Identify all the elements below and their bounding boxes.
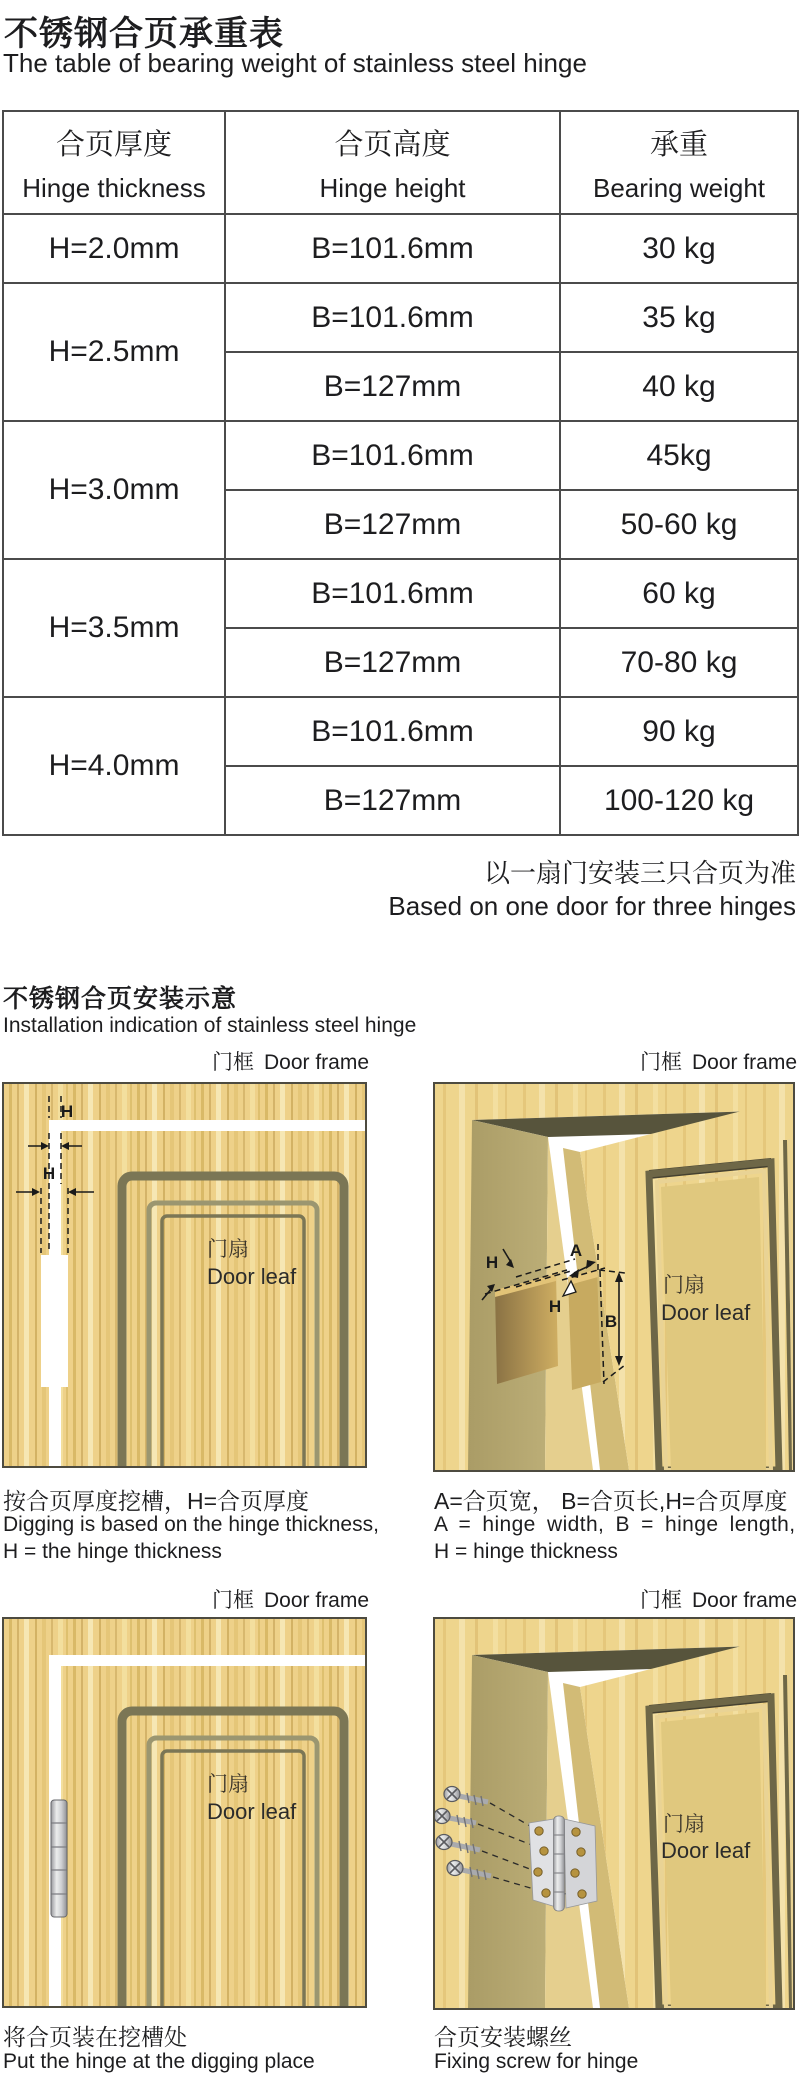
hinge bbox=[529, 1816, 597, 1911]
table-cell: 45kg bbox=[560, 421, 798, 490]
table-row bbox=[3, 214, 798, 283]
header-en: Hinge height bbox=[319, 172, 466, 203]
door-leaf-label-en: Door leaf bbox=[661, 1300, 751, 1325]
door-frame-label bbox=[0, 1046, 369, 1076]
table-cell: B=101.6mm bbox=[225, 697, 560, 766]
bearing-weight-table bbox=[2, 110, 799, 836]
header-en: Hinge thickness bbox=[22, 172, 206, 203]
table-cell: H=2.0mm bbox=[3, 214, 225, 283]
diagram-mortise-3d bbox=[433, 1082, 795, 1472]
caption-zh: 合页安装螺丝 bbox=[434, 2024, 572, 2050]
door-frame-label bbox=[0, 1584, 369, 1614]
table-cell: H=2.5mm bbox=[3, 283, 225, 421]
table-cell: 35 kg bbox=[560, 283, 798, 352]
caption-en: A = hinge width, B = hinge length, bbox=[434, 1513, 796, 1536]
caption-en: H = the hinge thickness bbox=[3, 1540, 222, 1563]
caption-zh: 将合页装在挖槽处 bbox=[3, 2024, 187, 2050]
door-leaf-label-zh: 门扇 bbox=[207, 1773, 249, 1796]
table-cell: 60 kg bbox=[560, 559, 798, 628]
table-cell: B=101.6mm bbox=[225, 283, 560, 352]
h-label: H bbox=[548, 1297, 562, 1316]
header-hinge-thickness bbox=[3, 111, 225, 214]
door-frame-label-en: Door frame bbox=[691, 1051, 797, 1074]
table-row bbox=[3, 421, 798, 490]
table-row bbox=[3, 697, 798, 766]
diagram-groove-flat bbox=[2, 1082, 367, 1468]
door-frame-label-en: Door frame bbox=[263, 1051, 369, 1074]
caption-zh: 按合页厚度挖槽，H=合页厚度 bbox=[3, 1488, 310, 1514]
h-label: H bbox=[42, 1164, 56, 1183]
door-leaf-label-zh: 门扇 bbox=[663, 1813, 705, 1836]
table-cell: B=127mm bbox=[225, 490, 560, 559]
install-title-en: Installation indication of stainless steel hinge bbox=[3, 1014, 417, 1037]
table-cell: B=101.6mm bbox=[225, 559, 560, 628]
header-zh: 合页高度 bbox=[334, 128, 451, 161]
table-cell: B=127mm bbox=[225, 352, 560, 421]
caption-en: Put the hinge at the digging place bbox=[3, 2050, 315, 2073]
door-leaf-label-en: Door leaf bbox=[207, 1264, 297, 1289]
header-zh: 合页厚度 bbox=[55, 128, 172, 161]
hinge-groove bbox=[41, 1255, 68, 1387]
table-cell: 40 kg bbox=[560, 352, 798, 421]
table-cell: H=3.5mm bbox=[3, 559, 225, 697]
install-title-zh: 不锈钢合页安装示意 bbox=[3, 985, 238, 1013]
header-bearing-weight bbox=[560, 111, 798, 214]
table-cell: 90 kg bbox=[560, 697, 798, 766]
door-frame-label-en: Door frame bbox=[263, 1589, 369, 1612]
table-note-zh: 以一扇门安装三只合页为准 bbox=[483, 858, 796, 888]
door-frame-label-zh: 门框 bbox=[639, 1051, 682, 1074]
jamb-gap-horizontal bbox=[49, 1655, 365, 1666]
diagram-screws-3d bbox=[433, 1617, 795, 2010]
door-leaf-label-en: Door leaf bbox=[207, 1799, 297, 1824]
door-frame-label bbox=[433, 1046, 797, 1076]
caption-en: H = hinge thickness bbox=[434, 1540, 618, 1563]
table-header-row bbox=[3, 111, 798, 214]
door-leaf-label-zh: 门扇 bbox=[207, 1238, 249, 1261]
table-cell: H=4.0mm bbox=[3, 697, 225, 835]
table-cell: B=127mm bbox=[225, 628, 560, 697]
table-cell: 30 kg bbox=[560, 214, 798, 283]
h-label: H bbox=[60, 1102, 74, 1121]
page-title-en: The table of bearing weight of stainless steel hinge bbox=[3, 48, 587, 78]
caption-en: Fixing screw for hinge bbox=[434, 2050, 639, 2073]
door-frame-label bbox=[433, 1584, 797, 1614]
page-title-zh: 不锈钢合页承重表 bbox=[4, 15, 284, 53]
table-cell: 70-80 kg bbox=[560, 628, 798, 697]
door-frame-label-zh: 门框 bbox=[211, 1589, 254, 1612]
diagram-hinge-flat bbox=[2, 1617, 367, 2008]
door-frame-label-en: Door frame bbox=[691, 1589, 797, 1612]
door-leaf-label-en: Door leaf bbox=[661, 1838, 751, 1863]
h-label: H bbox=[485, 1253, 499, 1272]
table-note-en: Based on one door for three hinges bbox=[388, 891, 796, 921]
header-en: Bearing weight bbox=[593, 172, 765, 203]
a-label: A bbox=[569, 1241, 583, 1260]
caption-zh: A=合页宽， B=合页长,H=合页厚度 bbox=[434, 1488, 788, 1514]
table-row bbox=[3, 283, 798, 352]
door-frame-label-zh: 门框 bbox=[211, 1051, 254, 1074]
caption-en: Digging is based on the hinge thickness, bbox=[3, 1513, 379, 1536]
door-leaf-label-zh: 门扇 bbox=[663, 1274, 705, 1297]
weight-table-body bbox=[3, 214, 798, 835]
table-cell: B=127mm bbox=[225, 766, 560, 835]
header-hinge-height bbox=[225, 111, 560, 214]
door-frame-label-zh: 门框 bbox=[639, 1589, 682, 1612]
table-row bbox=[3, 559, 798, 628]
table-cell: B=101.6mm bbox=[225, 421, 560, 490]
hinge-barrel bbox=[51, 1800, 67, 1917]
b-label: B bbox=[604, 1312, 618, 1331]
table-cell: B=101.6mm bbox=[225, 214, 560, 283]
header-zh: 承重 bbox=[649, 128, 708, 161]
table-cell: 100-120 kg bbox=[560, 766, 798, 835]
jamb-gap-horizontal bbox=[49, 1120, 365, 1131]
table-cell: H=3.0mm bbox=[3, 421, 225, 559]
table-cell: 50-60 kg bbox=[560, 490, 798, 559]
